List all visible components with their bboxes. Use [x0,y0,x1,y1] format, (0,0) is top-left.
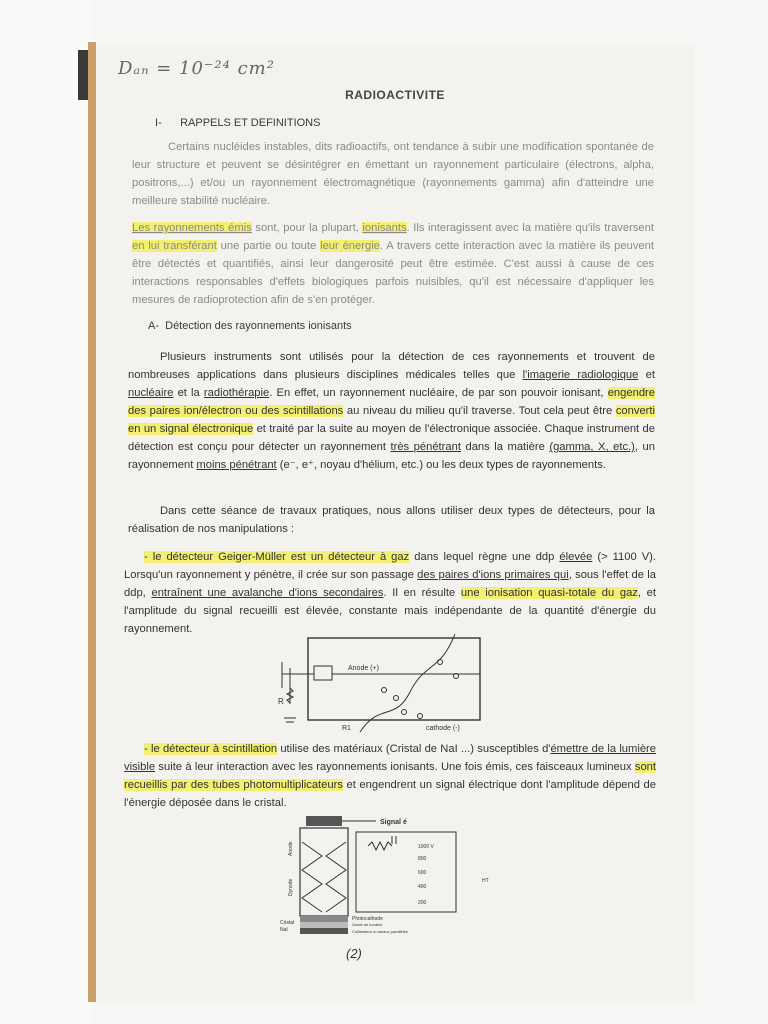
anode-label: Anode (+) [348,665,379,672]
ht-label: HT [482,878,489,884]
section-1-heading: I- RAPPELS ET DEFINITIONS [155,117,321,129]
nai-label: NaI [280,927,288,933]
cathode-label: cathode (-) [426,725,460,732]
paragraph-rayonnements: Les rayonnements émis sont, pour la plupart, ionisants. Ils interagissent avec la matière qu'ils traversent en lui transférant une partie ou toute leur énergie. A travers cette interaction avec la matière ils peuvent être détectés et quantifiés, ainsi leur dangerosité peut être estimée. C'est aussi à cause de ces interactions responsables d'effets biologiques parfois nuisibles, qu'il est nécessaire d'appliquer les mesures de radioprotection afin de s'en protéger. [132,222,654,306]
voltage-1000: 1000 V [418,844,434,850]
section-a-heading: A- Détection des rayonnements ionisants [148,320,352,332]
voltage-800: 800 [418,856,427,862]
r1-label: R1 [342,725,351,732]
light-guide-label: Guide de lumière [352,922,383,927]
collimator-label: Collimateur à canaux parallèles [352,929,408,934]
voltage-200: 200 [418,900,427,906]
page-number: (2) [346,946,362,961]
page-title: RADIOACTIVITE [345,88,445,102]
anode-label-2: Anode [288,841,294,856]
scintillation-detector-diagram [272,812,508,962]
signal-label: Signal é [380,819,407,826]
geiger-muller-diagram [270,632,492,734]
dynode-label: Dynode [288,878,294,896]
handwritten-note: Dₐₙ = 10⁻²⁴ cm² [118,58,275,79]
binder-clip [78,50,88,100]
resistor-label: R [278,697,284,706]
voltage-400: 400 [418,884,427,890]
paragraph-detection: Plusieurs instruments sont utilisés pour la détection de ces rayonnements et trouvent de nombreuses applications dans plusieurs disciplines médicales telles que l'imagerie radiologique et nucléaire et la radiothérapie. En effet, un rayonnement nucléaire, de par son pouvoir ionisant, engendre des paires ion/électron ou des scintillations au niveau du milieu qu'il traverse. Tout cela peut être converti en un signal électronique et traité par la suite au moyen de l'électronique associée. Chaque instrument de détection est conçu pour détecter un rayonnement très pénétrant dans la matière (gamma, X, etc.), un rayonnement moins pénétrant (e⁻, e⁺, noyau d'hélium, etc.) ou les deux types de rayonnements. [128,351,656,471]
photocathode-label: Photocathode [352,916,383,922]
paragraph-tp: Dans cette séance de travaux pratiques, nous allons utiliser deux types de détecteurs, pour la réalisation de nos manipulations : [128,505,655,535]
paragraph-scintillation: - le détecteur à scintillation utilise des matériaux (Cristal de NaI ...) susceptibles d'émettre de la lumière visible suite à leur interaction avec les rayonnements ionisants. Une fois émis, ces faisceaux lumineux sont recueillis par des tubes photomultiplicateurs et engendrent un signal électrique dont l'amplitude dépend de l'énergie déposée dans le cristal. [124,743,656,809]
paragraph-geiger: - le détecteur Geiger-Müller est un détecteur à gaz dans lequel règne une ddp élevée (> 1100 V). Lorsqu'un rayonnement y pénètre, il crée sur son passage des paires d'ions primaires qui, sous l'effet de la ddp, entraînent une avalanche d'ions secondaires. Il en résulte une ionisation quasi-totale du gaz, et l'amplitude du signal recueilli est élevée, constante mais indépendante de la quantité d'énergie du rayonnement. [124,551,657,635]
crystal-label: Cristal [280,920,295,926]
scan-margin [0,0,92,1024]
voltage-600: 600 [418,870,427,876]
binder-strip [88,42,96,1002]
paragraph-intro: Certains nucléides instables, dits radioactifs, ont tendance à subir une modification spontanée de leur structure et peuvent se désintégrer en émettant un rayonnement particulaire (électrons, alpha, positrons,...) et/ou un rayonnement électromagnétique (rayonnements gamma) afin d'atteindre une meilleure stabilité nucléaire. [132,141,654,207]
